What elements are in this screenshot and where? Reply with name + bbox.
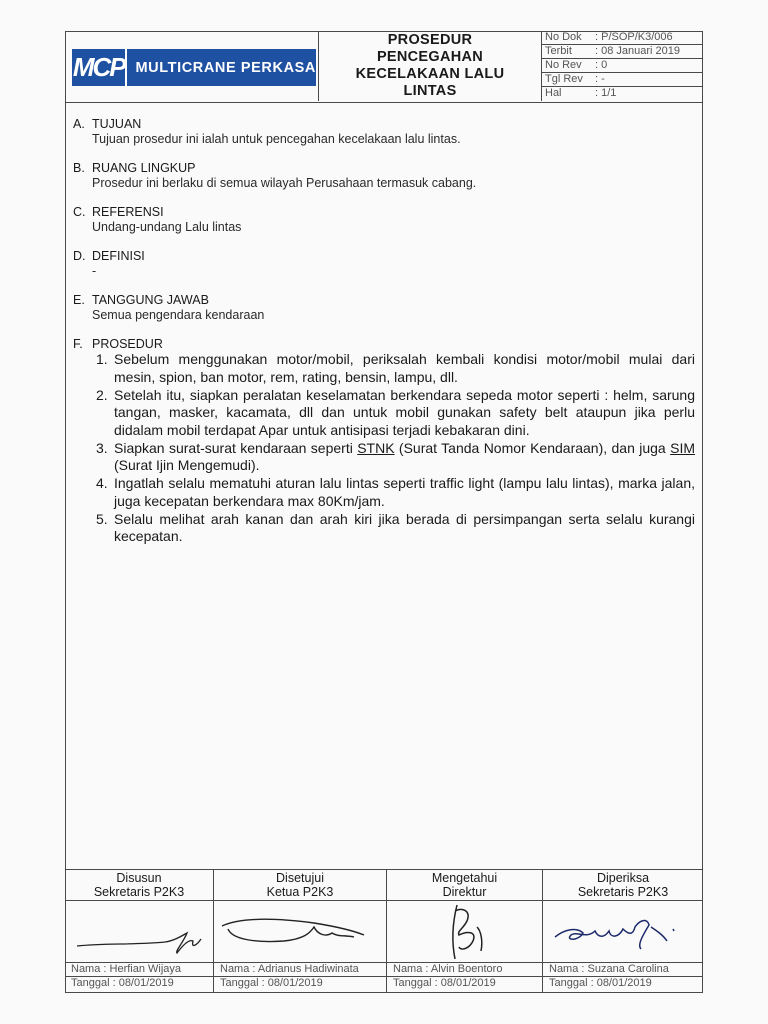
logo-text: MULTICRANE PERKASA [135, 59, 316, 76]
section-heading: TUJUAN [92, 117, 142, 131]
section-heading: RUANG LINGKUP [92, 161, 196, 175]
section-referensi [73, 205, 695, 235]
signature-name: Nama : Suzana Carolina [543, 963, 703, 977]
signature-disetujui [214, 870, 387, 992]
section-body: Prosedur ini berlaku di semua wilayah Perusahaan termasuk cabang. [92, 176, 477, 190]
meta-row-no-rev [542, 59, 703, 73]
signature-disusun [65, 870, 214, 992]
meta-value: : 1/1 [595, 87, 617, 99]
signature-role [214, 870, 386, 901]
signature-role [543, 870, 703, 901]
signature-name: Nama : Herfian Wijaya [65, 963, 213, 977]
section-ruang-lingkup [73, 161, 695, 191]
step-number: 2. [96, 386, 108, 403]
signature-mengetahui [387, 870, 543, 992]
list-item [73, 511, 695, 546]
signature-action: Disetujui [276, 871, 324, 885]
section-body: - [92, 264, 97, 278]
logo-mark: MCP [72, 49, 127, 86]
step-text-part: (Surat Tanda Nomor Kendaraan), dan juga [394, 439, 671, 456]
document-header [65, 31, 703, 103]
section-letter: B. [73, 161, 85, 175]
step-text: Selalu melihat arah kanan dan arah kiri jika berada di persimpangan serta selalu kurangi kecepatan. [114, 510, 695, 544]
signature-image [65, 901, 213, 963]
signature-name: Nama : Alvin Boentoro [387, 963, 542, 977]
signature-date: Tanggal : 08/01/2019 [71, 977, 174, 989]
procedure-steps [73, 351, 695, 546]
meta-value: : 0 [595, 59, 608, 71]
signature-name: Nama : Adrianus Hadiwinata [214, 963, 386, 977]
section-body: Semua pengendara kendaraan [92, 308, 265, 322]
signature-title: Direktur [442, 885, 487, 899]
signature-title: Ketua P2K3 [266, 885, 334, 899]
step-text: Sebelum menggunakan motor/mobil, periksalah kembali kondisi motor/mobil mulai dari mesin, spion, ban motor, rem, rating, bensin, lampu, dll. [114, 351, 695, 385]
step-text [114, 440, 695, 475]
section-heading: TANGGUNG JAWAB [92, 293, 209, 307]
section-letter: C. [73, 205, 86, 219]
section-tanggung-jawab [73, 293, 695, 323]
list-item [73, 440, 695, 475]
signature-table [65, 869, 703, 993]
section-letter: D. [73, 249, 86, 263]
meta-row-no-dok [542, 31, 703, 45]
meta-row-terbit [542, 45, 703, 59]
step-number: 4. [96, 475, 108, 491]
signature-date: Tanggal : 08/01/2019 [393, 977, 496, 989]
signature-title: Sekretaris P2K3 [93, 885, 185, 899]
signature-date: Tanggal : 08/01/2019 [549, 977, 652, 989]
list-item [73, 475, 695, 510]
meta-key: Hal [545, 87, 562, 99]
company-logo [72, 49, 316, 86]
section-letter: A. [73, 117, 85, 131]
meta-key: Tgl Rev [545, 73, 583, 85]
signature-image [214, 901, 386, 963]
sections [73, 117, 695, 366]
section-definisi [73, 249, 695, 279]
section-body: Tujuan prosedur ini ialah untuk pencegahan kecelakaan lalu lintas. [92, 132, 461, 146]
signature-title: Sekretaris P2K3 [577, 885, 669, 899]
document-meta [542, 31, 703, 101]
logo-cell [65, 31, 319, 101]
section-heading: DEFINISI [92, 249, 145, 263]
meta-key: No Rev [545, 59, 582, 71]
section-tujuan [73, 117, 695, 147]
list-item [73, 387, 695, 440]
list-item [73, 351, 695, 386]
step-number: 5. [96, 510, 108, 527]
stnk-link[interactable]: STNK [357, 439, 395, 456]
section-letter: F. [73, 337, 83, 351]
meta-value: : 08 Januari 2019 [595, 45, 681, 57]
meta-row-hal [542, 87, 703, 101]
title-cell [319, 31, 542, 101]
step-text: Ingatlah selalu mematuhi aturan lalu lintas seperti traffic light (lampu lalu lintas), marka jalan, juga kecepatan berkendara max 80Km/jam. [114, 475, 695, 509]
sim-link[interactable]: SIM [670, 439, 695, 456]
section-letter: E. [73, 293, 85, 307]
signature-date: Tanggal : 08/01/2019 [220, 977, 323, 989]
signature-diperiksa [543, 870, 703, 992]
signature-action: Mengetahui [431, 871, 498, 885]
section-body: Undang-undang Lalu lintas [92, 220, 242, 234]
meta-value: : - [595, 73, 605, 85]
signature-role [387, 870, 542, 901]
meta-key: Terbit [545, 45, 572, 57]
step-text-part: Siapkan surat-surat kendaraan seperti [114, 439, 358, 456]
signature-action: Disusun [116, 871, 162, 885]
signature-action: Diperiksa [596, 871, 650, 885]
section-heading: REFERENSI [92, 205, 164, 219]
meta-value: : P/SOP/K3/006 [595, 31, 673, 43]
step-number: 1. [96, 351, 108, 367]
meta-key: No Dok [545, 31, 582, 43]
signature-role [65, 870, 213, 901]
step-text-part: (Surat Ijin Mengemudi). [114, 457, 260, 473]
step-number: 3. [96, 439, 108, 456]
section-prosedur [73, 337, 695, 352]
signature-image [387, 901, 542, 963]
signature-image [543, 901, 703, 963]
document-title: PROSEDUR PENCEGAHAN KECELAKAAN LALU LINTAS [355, 32, 505, 99]
step-text: Setelah itu, siapkan peralatan keselamatan berkendara sepeda motor seperti : helm, sarung tangan, masker, kacamata, dll dan untuk mobil gunakan safety belt ataupun jika perlu didalam mobil terdapat Apar untuk antisipasi terjadi kebakaran dini. [114, 386, 695, 438]
meta-row-tgl-rev [542, 73, 703, 87]
section-heading: PROSEDUR [92, 337, 163, 351]
